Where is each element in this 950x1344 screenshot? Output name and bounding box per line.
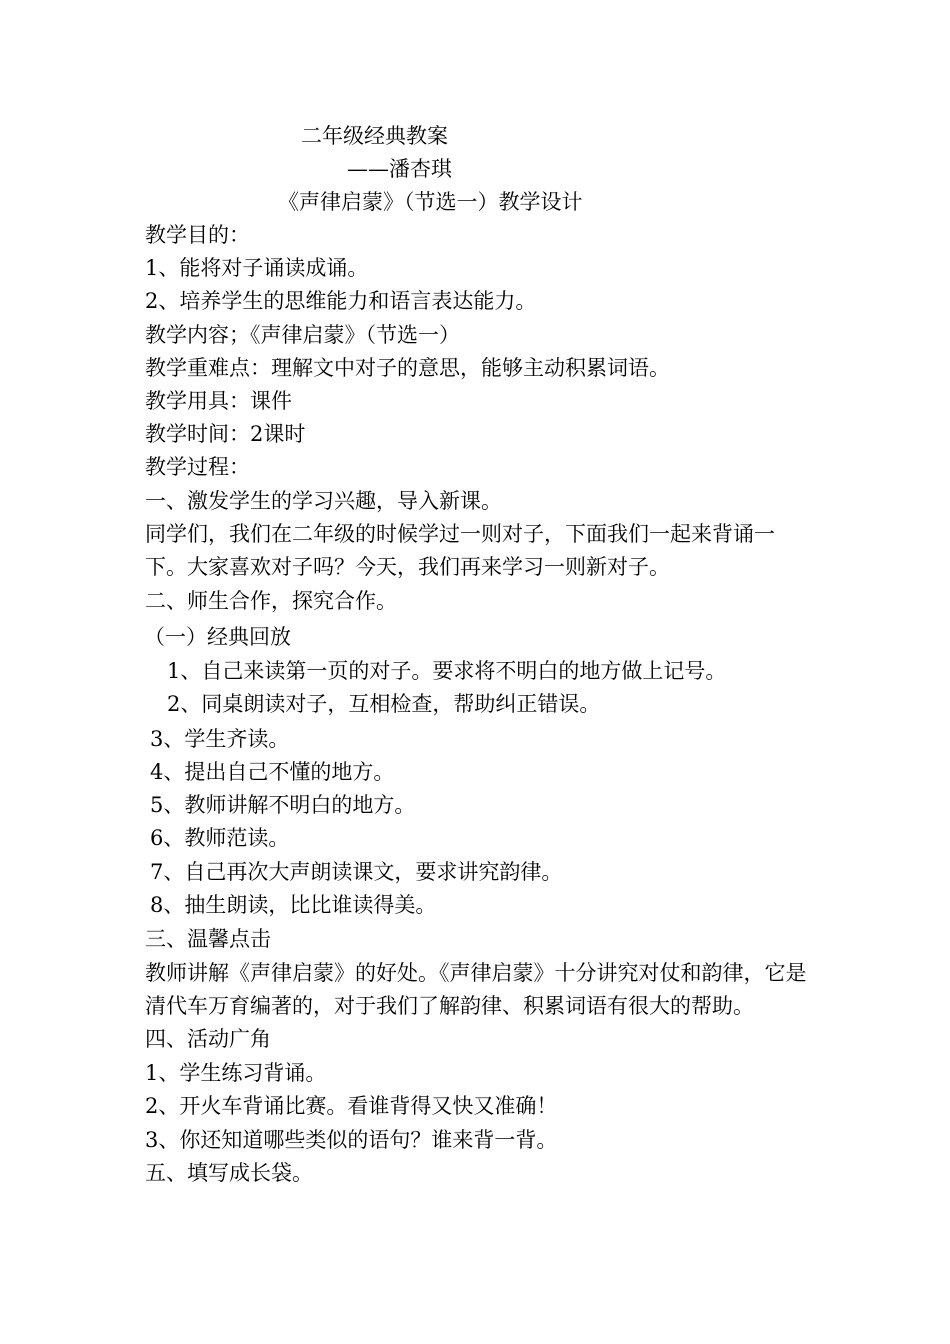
text-line: 教学重难点：理解文中对子的意思，能够主动积累词语。: [145, 356, 670, 380]
text-line: 2、开火车背诵比赛。看谁背得又快又准确！: [145, 1094, 558, 1118]
text-line: 教学用具：课件: [145, 389, 292, 413]
text-line: 同学们，我们在二年级的时候学过一则对子，下面我们一起来背诵一: [145, 522, 775, 546]
document-subtitle: 《声律启蒙》（节选一）教学设计: [278, 190, 583, 214]
text-line: 教师讲解《声律启蒙》的好处。《声律启蒙》十分讲究对仗和韵律，它是: [145, 961, 807, 985]
text-line: 8、抽生朗读，比比谁读得美。: [150, 893, 437, 917]
text-line: 1、能将对子诵读成诵。: [145, 256, 369, 280]
text-line: 教学过程：: [145, 455, 250, 479]
text-line: 二、师生合作，探究合作。: [145, 589, 397, 613]
text-line: 7、自己再次大声朗读课文，要求讲究韵律。: [150, 860, 563, 884]
text-line: 清代车万育编著的，对于我们了解韵律、积累词语有很大的帮助。: [145, 994, 754, 1018]
text-line: 五、填写成长袋。: [145, 1161, 313, 1185]
text-line: 教学内容；《声律启蒙》（节选一）: [145, 323, 460, 347]
text-line: 1、学生练习背诵。: [145, 1061, 327, 1085]
text-line: 6、教师范读。: [150, 826, 290, 850]
text-line: 5、教师讲解不明白的地方。: [150, 793, 416, 817]
text-line: 三、温馨点击: [145, 927, 271, 951]
document-author: ——潘杏琪: [347, 157, 452, 181]
text-line: 1、自己来读第一页的对子。要求将不明白的地方做上记号。: [167, 659, 727, 683]
text-line: 下。大家喜欢对子吗？今天，我们再来学习一则新对子。: [145, 555, 670, 579]
text-line: 3、你还知道哪些类似的语句？谁来背一背。: [145, 1128, 558, 1152]
text-line: 四、活动广角: [145, 1027, 271, 1051]
text-line: 2、同桌朗读对子，互相检查，帮助纠正错误。: [167, 692, 601, 716]
text-line: 2、培养学生的思维能力和语言表达能力。: [145, 289, 537, 313]
document-title: 二年级经典教案: [301, 124, 448, 148]
text-line: 一、激发学生的学习兴趣，导入新课。: [145, 489, 502, 513]
text-line: 教学时间：2课时: [145, 422, 306, 446]
text-line: 3、学生齐读。: [150, 727, 290, 751]
text-line: 教学目的：: [145, 223, 250, 247]
text-line: 4、提出自己不懂的地方。: [150, 760, 395, 784]
text-line: （一）经典回放: [144, 625, 291, 649]
